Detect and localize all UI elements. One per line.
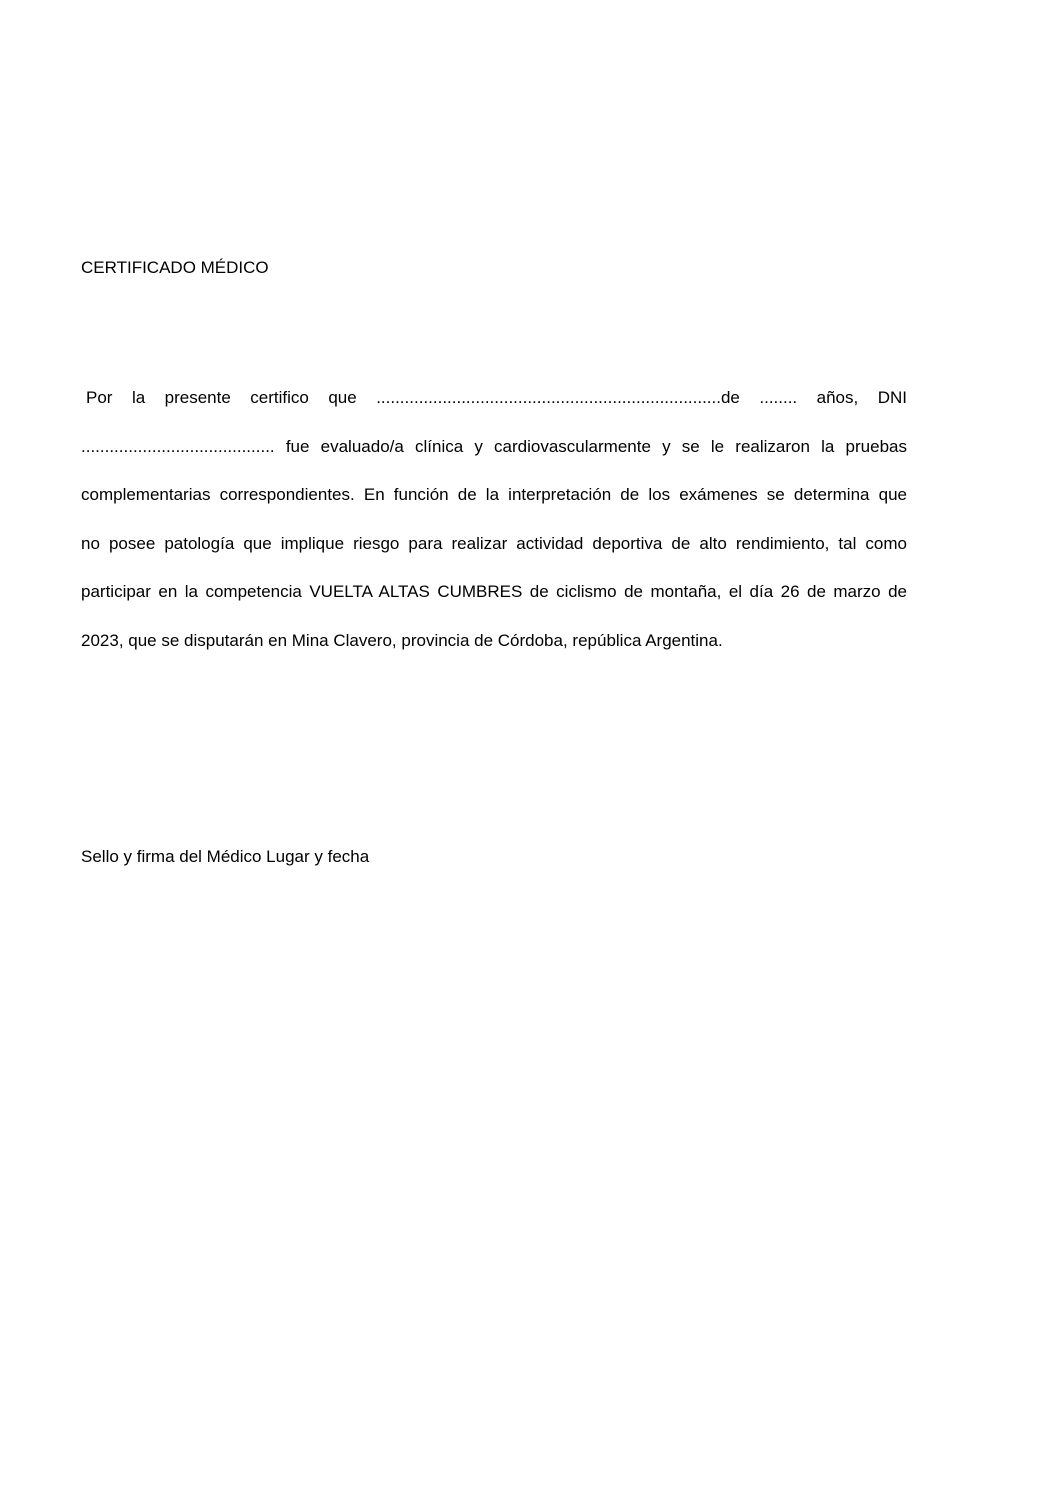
certificate-body	[81, 384, 907, 675]
body-line-3: complementarias correspondientes. En función de la interpretación de los exámenes se determina que	[81, 485, 907, 504]
body-line-6: 2023, que se disputarán en Mina Clavero, provincia de Córdoba, república Argentina.	[81, 630, 723, 650]
body-line-1: Por la presente certifico que .........................................................................de ........ años, DNI	[86, 388, 907, 407]
signature-line: Sello y firma del Médico Lugar y fecha	[81, 847, 370, 866]
body-line-2: ......................................... fue evaluado/a clínica y cardiovascularmente y se le realizaron la pruebas	[81, 436, 907, 456]
body-line-5: participar en la competencia VUELTA ALTAS CUMBRES de ciclismo de montaña, el día 26 de marzo de	[81, 582, 907, 601]
document-title: CERTIFICADO MÉDICO	[81, 258, 269, 277]
body-line-4: no posee patología que implique riesgo para realizar actividad deportiva de alto rendimiento, tal como	[81, 533, 907, 553]
